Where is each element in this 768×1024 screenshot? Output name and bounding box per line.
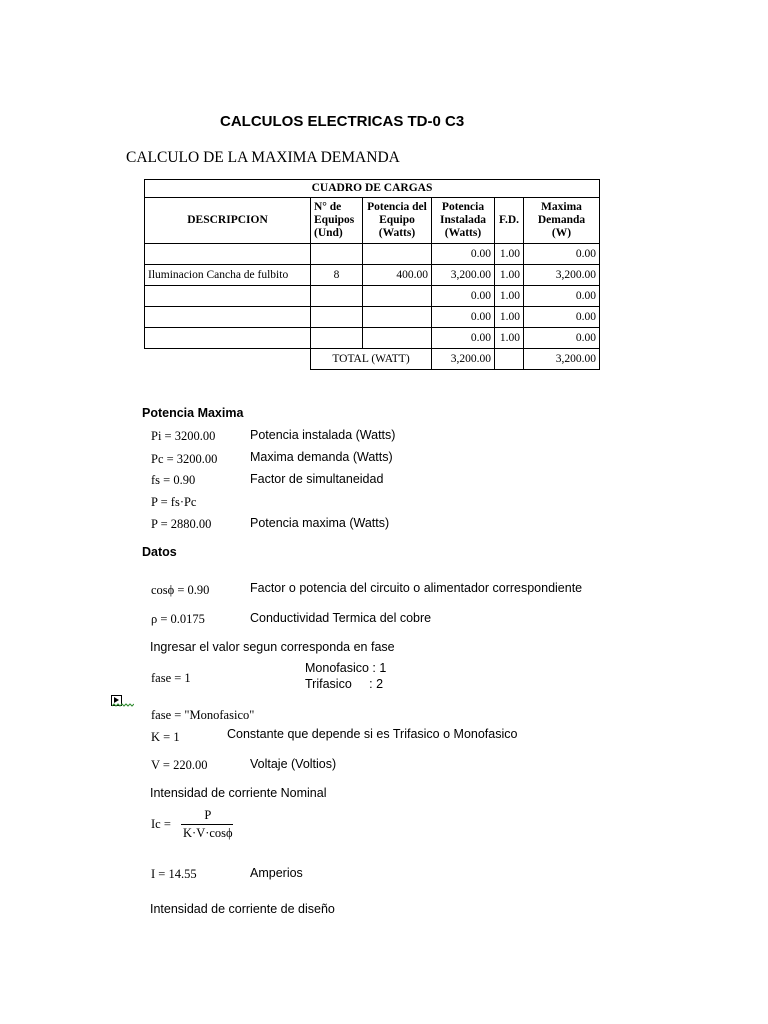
- cell-equipos: [311, 328, 363, 349]
- i-description: Amperios: [250, 866, 303, 880]
- fs-description: Factor de simultaneidad: [250, 472, 384, 486]
- ic-denominator: K·V·cosϕ: [183, 826, 233, 840]
- pc-description: Maxima demanda (Watts): [250, 450, 393, 464]
- ic-fraction: [181, 808, 235, 841]
- pi-description: Potencia instalada (Watts): [250, 428, 396, 442]
- fase-result: fase = "Monofasico": [151, 708, 255, 722]
- v-expression: V = 220.00: [151, 758, 208, 772]
- cell-equipos: 8: [311, 265, 363, 286]
- header-maxima-demanda: Maxima Demanda (W): [524, 198, 600, 244]
- cell-descripcion: [145, 328, 311, 349]
- cell-maxima-demanda: 0.00: [524, 286, 600, 307]
- cell-fd: 1.00: [495, 244, 524, 265]
- fraction-bar: [181, 824, 233, 825]
- page-title: CALCULOS ELECTRICAS TD-0 C3: [220, 113, 465, 130]
- k-expression: K = 1: [151, 730, 180, 744]
- cell-descripcion: [145, 286, 311, 307]
- header-equipos: N° de Equipos (Und): [311, 198, 363, 244]
- p-description: Potencia maxima (Watts): [250, 516, 390, 530]
- fase-option-trifasico: Trifasico : 2: [305, 677, 384, 691]
- squiggle-underline-icon: [112, 703, 134, 708]
- cos-expression: cosϕ = 0.90: [151, 583, 210, 597]
- table-caption: CUADRO DE CARGAS: [145, 180, 600, 198]
- header-potencia-equipo: Potencia del Equipo (Watts): [363, 198, 432, 244]
- pc-expression: Pc = 3200.00: [151, 452, 218, 466]
- table-row: [145, 307, 600, 328]
- header-descripcion: DESCRIPCION: [145, 198, 311, 244]
- fase-expression: fase = 1: [151, 671, 191, 685]
- cell-equipos: [311, 244, 363, 265]
- cell-descripcion: Iluminacion Cancha de fulbito: [145, 265, 311, 286]
- table-row: [145, 265, 600, 286]
- section-title: CALCULO DE LA MAXIMA DEMANDA: [126, 149, 400, 166]
- i-expression: I = 14.55: [151, 867, 197, 881]
- cell-maxima-demanda: 0.00: [524, 244, 600, 265]
- cell-fd: 1.00: [495, 265, 524, 286]
- v-description: Voltaje (Voltios): [250, 757, 337, 771]
- table-row: [145, 328, 600, 349]
- total-label: TOTAL (WATT): [311, 349, 432, 370]
- cell-potencia-equipo: [363, 328, 432, 349]
- cell-maxima-demanda: 3,200.00: [524, 265, 600, 286]
- fase-prompt: Ingresar el valor segun corresponda en fase: [150, 640, 395, 654]
- cell-potencia-instalada: 0.00: [432, 244, 495, 265]
- table-total-row: [145, 349, 600, 370]
- cell-fd: 1.00: [495, 328, 524, 349]
- cell-potencia-equipo: 400.00: [363, 265, 432, 286]
- cell-fd: 1.00: [495, 307, 524, 328]
- table-row: [145, 286, 600, 307]
- header-potencia-instalada: Potencia Instalada (Watts): [432, 198, 495, 244]
- cell-descripcion: [145, 244, 311, 265]
- design-current-heading: Intensidad de corriente de diseño: [150, 902, 335, 916]
- pi-expression: Pi = 3200.00: [151, 429, 216, 443]
- cell-equipos: [311, 286, 363, 307]
- header-fd: F.D.: [495, 198, 524, 244]
- cell-maxima-demanda: 0.00: [524, 328, 600, 349]
- cos-description: Factor o potencia del circuito o alimentador correspondiente: [250, 581, 583, 595]
- rho-description: Conductividad Termica del cobre: [250, 611, 432, 625]
- cell-potencia-equipo: [363, 286, 432, 307]
- cell-maxima-demanda: 0.00: [524, 307, 600, 328]
- ic-heading: Intensidad de corriente Nominal: [150, 786, 327, 800]
- fs-expression: fs = 0.90: [151, 473, 196, 487]
- rho-expression: ρ = 0.0175: [151, 612, 205, 626]
- total-maxima-demanda: 3,200.00: [524, 349, 600, 370]
- p-formula: P = fs·Pc: [151, 495, 197, 509]
- loads-table: [144, 179, 600, 370]
- cell-potencia-instalada: 0.00: [432, 307, 495, 328]
- ic-numerator: P: [204, 808, 212, 822]
- cell-potencia-instalada: 0.00: [432, 286, 495, 307]
- cell-equipos: [311, 307, 363, 328]
- k-description: Constante que depende si es Trifasico o Monofasico: [227, 727, 518, 741]
- cell-potencia-instalada: 0.00: [432, 328, 495, 349]
- cell-descripcion: [145, 307, 311, 328]
- table-row: [145, 244, 600, 265]
- cell-potencia-equipo: [363, 244, 432, 265]
- p-expression: P = 2880.00: [151, 517, 212, 531]
- cell-potencia-instalada: 3,200.00: [432, 265, 495, 286]
- potencia-maxima-heading: Potencia Maxima: [142, 406, 244, 420]
- total-potencia-instalada: 3,200.00: [432, 349, 495, 370]
- cell-potencia-equipo: [363, 307, 432, 328]
- cell-fd: 1.00: [495, 286, 524, 307]
- datos-heading: Datos: [142, 545, 177, 559]
- fase-option-monofasico: Monofasico : 1: [305, 661, 387, 675]
- ic-lhs: Ic =: [151, 817, 171, 831]
